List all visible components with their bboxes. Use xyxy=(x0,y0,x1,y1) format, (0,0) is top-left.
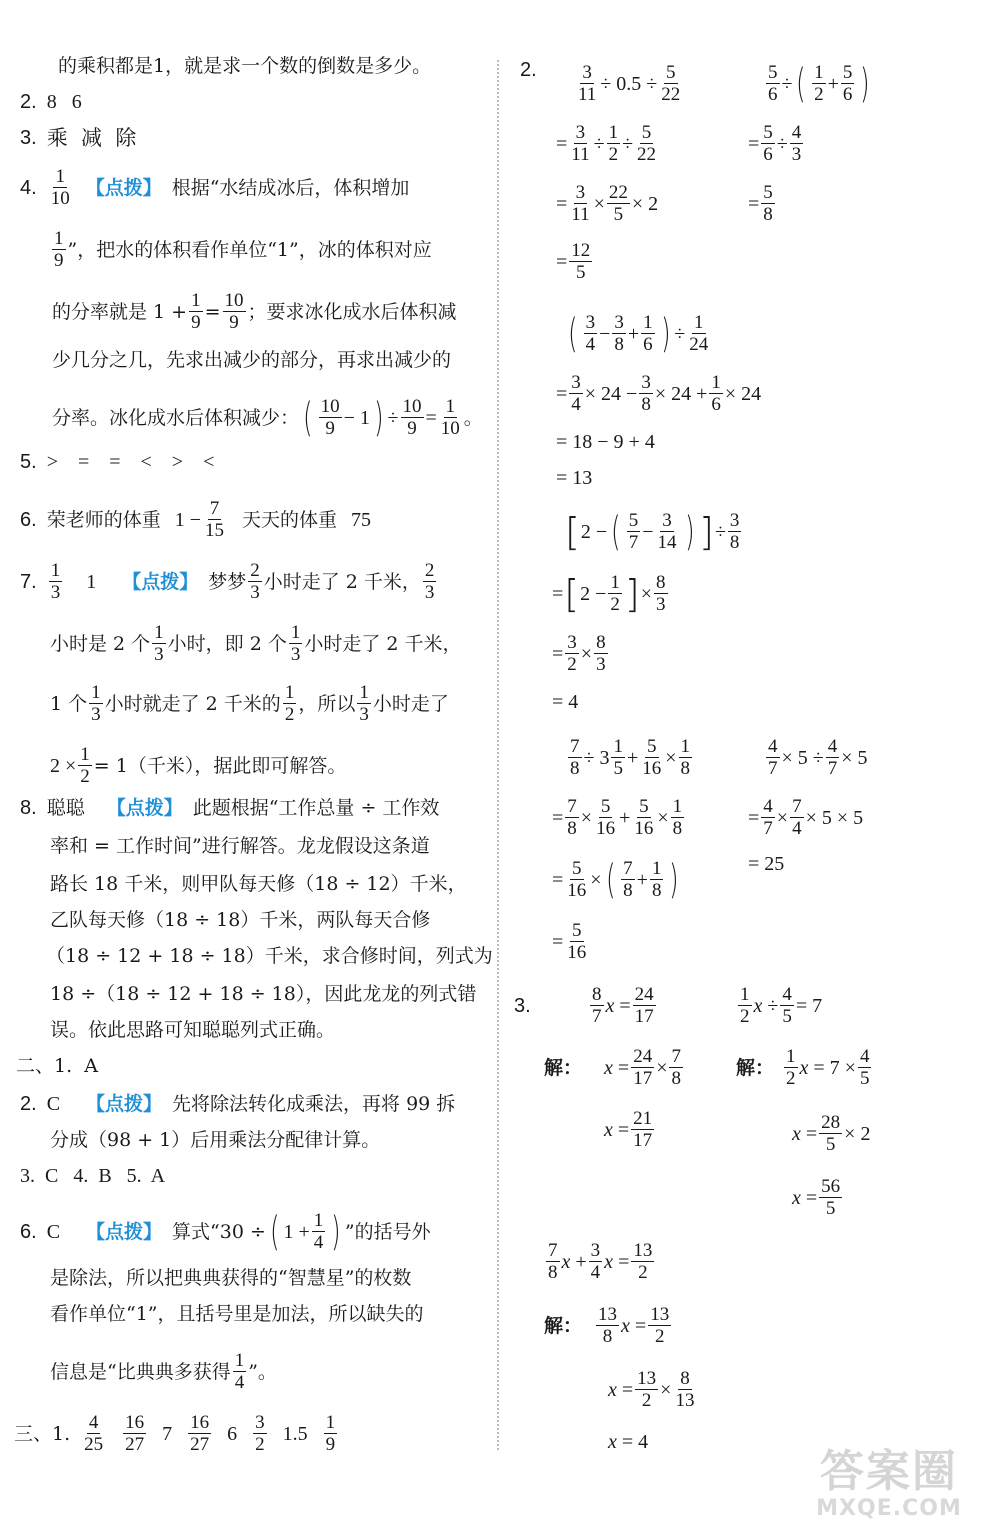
hint-tag: 【点拨】 xyxy=(122,570,199,593)
q7-line4: 2 × $\frac{1}{2}$ = 1（千米），据此即可解答。 xyxy=(50,744,347,787)
eq-b-3: x = $\frac{28}{5}$ × 2 xyxy=(792,1112,871,1155)
expr-c-1: ( $\frac{3}{4}$ − $\frac{3}{8}$ + $\frac{1}{6}$ ) ÷ $\frac{1}{24}$ xyxy=(568,310,709,357)
q8-line5: （18 ÷ 12 + 18 ÷ 18）千米，求合修时间，列式为 xyxy=(46,945,493,967)
eq-c-1: $\frac{7}{8}$ x + $\frac{3}{4}$ x = $\frac{13}{2}$ xyxy=(548,1240,653,1283)
expr-a-2: = $\frac{3}{11}$ ÷ $\frac{1}{2}$ ÷ $\frac{5}{22}$ xyxy=(556,122,657,165)
hint-tag: 【点拨】 xyxy=(85,176,162,199)
eq-c-4: x = 4 xyxy=(608,1431,649,1453)
expr-f-2: = $\frac{4}{7}$ × $\frac{7}{4}$ × 5 × 5 xyxy=(748,796,864,839)
expr-d-4: = 4 xyxy=(552,691,579,713)
eq-a-1: $\frac{8}{7}$ x = $\frac{24}{17}$ xyxy=(592,984,654,1027)
s2-q1: 二、1. A xyxy=(16,1055,98,1077)
expr-a-1: $\frac{3}{11}$ ÷ 0.5 ÷ $\frac{5}{22}$ xyxy=(578,62,681,105)
q8-line7: 误。依此思路可知聪聪列式正确。 xyxy=(50,1019,336,1041)
s2-q6-line4: 信息是“比典典多获得 $\frac{1}{4}$ ”。 xyxy=(50,1350,277,1393)
q8-line6: 18 ÷（18 ÷ 12 + 18 ÷ 18），因此龙龙的列式错 xyxy=(50,983,477,1005)
r-q3-num: 3. xyxy=(514,995,531,1017)
s3-q1: 三、1. $\frac{4}{25}$ $\frac{16}{27}$ 7 $\frac{16}{27}$ 6 $\frac{3}{2}$ 1.5 $\frac{1}{9}$ xyxy=(14,1412,336,1455)
expr-d-3: = $\frac{3}{2}$ × $\frac{8}{3}$ xyxy=(552,632,606,675)
eq-a-3: x = $\frac{21}{17}$ xyxy=(604,1108,653,1151)
expr-f-3: = 25 xyxy=(748,853,785,875)
q8-line4: 乙队每天修（18 ÷ 18）千米，两队每天合修 xyxy=(50,909,431,931)
r-q2-num: 2. xyxy=(520,59,537,81)
hint-tag: 【点拨】 xyxy=(86,1220,163,1243)
q6: 6. 荣老师的体重 1 − $\frac{7}{15}$ 天天的体重 75 xyxy=(20,498,371,541)
expr-d-1: [ 2 − ( $\frac{5}{7}$ − $\frac{3}{14}$ ) ] ÷ $\frac{3}{8}$ xyxy=(565,508,740,555)
q8: 8. 聪聪 【点拨】 此题根据“工作总量 ÷ 工作效 xyxy=(20,797,440,819)
q4-line4: 少几分之几，先求出减少的部分，再求出减少的 xyxy=(52,349,452,371)
eq-a-2: 解： x = $\frac{24}{17}$ × $\frac{7}{8}$ xyxy=(544,1046,681,1089)
s2-q2: 2. C 【点拨】 先将除法转化成乘法，再将 99 拆 xyxy=(20,1093,456,1115)
expr-c-2: = $\frac{3}{4}$ × 24 − $\frac{3}{8}$ × 24 + $\frac{1}{6}$ × 24 xyxy=(556,372,762,415)
q2: 2. 8 6 xyxy=(20,91,82,113)
s2-q2-line2: 分成（98 + 1）后用乘法分配律计算。 xyxy=(50,1129,381,1151)
column-divider xyxy=(497,60,499,1450)
line-1: 的乘积都是1，就是求一个数的倒数是多少。 xyxy=(58,55,432,77)
q7-line2: 小时是 2 个 $\frac{1}{3}$ 小时，即 2 个 $\frac{1}{3}$ 小时走了 2 千米， xyxy=(50,622,462,665)
expr-e-1: $\frac{7}{8}$ ÷ 3 $\frac{1}{5}$ + $\frac{5}{16}$ × $\frac{1}{8}$ xyxy=(570,736,691,779)
expr-e-4: = $\frac{5}{16}$ xyxy=(552,920,587,963)
hint-tag: 【点拨】 xyxy=(86,1093,163,1115)
expr-d-2: = [ 2 − $\frac{1}{2}$ ] × $\frac{8}{3}$ xyxy=(552,571,666,616)
expr-b-1: $\frac{5}{6}$ ÷ ( $\frac{1}{2}$ + $\frac{5}{6}$ ) xyxy=(768,60,870,107)
s2-q6-line3: 看作单位“1”，且括号里是加法，所以缺失的 xyxy=(50,1303,424,1325)
q8-line2: 率和 = 工作时间”进行解答。龙龙假设这条道 xyxy=(50,835,430,857)
eq-b-2: 解： $\frac{1}{2}$ x = 7 × $\frac{4}{5}$ xyxy=(736,1046,870,1089)
q3: 3. 乘 减 除 xyxy=(20,126,137,150)
eq-b-4: x = $\frac{56}{5}$ xyxy=(792,1176,841,1219)
expr-e-3: = $\frac{5}{16}$ × ( $\frac{7}{8}$ + $\frac{1}{8}$ ) xyxy=(552,856,679,903)
q7-line3: 1 个 $\frac{1}{3}$ 小时就走了 2 千米的 $\frac{1}{2}$ ，所以 $\frac{1}{3}$ 小时走了 xyxy=(50,682,449,725)
expr-b-3: = $\frac{5}{8}$ xyxy=(748,182,773,225)
q4-line5: 分率。冰化成水后体积减少： ( $\frac{10}{9}$ − 1 ) ÷ $\frac{10}{9}$ = $\frac{1}{10}$ 。 xyxy=(52,394,483,441)
q7: 7. $\frac{1}{3}$ 1 【点拨】 梦梦 $\frac{2}{3}$ 小时走了 2 千米， $\frac{2}{3}$ xyxy=(20,560,435,603)
s2-q6-line2: 是除法，所以把典典获得的“智慧星”的枚数 xyxy=(50,1267,412,1289)
q4-line3: 的分率就是 1 + $\frac{1}{9}$ = $\frac{10}{9}$ ；要求冰化成水后体积减 xyxy=(52,290,457,333)
eq-c-2: 解： $\frac{13}{8}$ x = $\frac{13}{2}$ xyxy=(544,1304,670,1347)
expr-a-4: = $\frac{12}{5}$ xyxy=(556,240,591,283)
expr-e-2: = $\frac{7}{8}$ × $\frac{5}{16}$ + $\frac{5}{16}$ × $\frac{1}{8}$ xyxy=(552,796,683,839)
eq-b-1: $\frac{1}{2}$ x ÷ $\frac{4}{5}$ = 7 xyxy=(740,984,823,1027)
q4: 4. $\frac{1}{10}$ 【点拨】 根据“水结成冰后，体积增加 xyxy=(20,166,410,209)
hint-tag: 【点拨】 xyxy=(106,797,183,819)
q8-line3: 路长 18 千米，则甲队每天修（18 ÷ 12）千米， xyxy=(50,873,467,895)
expr-a-3: = $\frac{3}{11}$ × $\frac{22}{5}$ × 2 xyxy=(556,182,659,225)
q5: 5. > = = < > < xyxy=(20,451,215,473)
expr-b-2: = $\frac{5}{6}$ ÷ $\frac{4}{3}$ xyxy=(748,122,802,165)
expr-f-1: $\frac{4}{7}$ × 5 ÷ $\frac{4}{7}$ × 5 xyxy=(768,736,868,779)
s2-q3-5: 3. C 4. B 5. A xyxy=(20,1165,166,1187)
expr-c-3: = 18 − 9 + 4 xyxy=(556,431,655,453)
s2-q6: 6. C 【点拨】 算式“30 ÷ ( 1 + $\frac{1}{4}$ ) ”的括号外 xyxy=(20,1208,431,1255)
watermark-logo: 答案圈 MXQE.COM xyxy=(816,1446,962,1521)
eq-c-3: x = $\frac{13}{2}$ × $\frac{8}{13}$ xyxy=(608,1368,695,1411)
q4-line2: $\frac{1}{9}$ ”，把水的体积看作单位“1”，冰的体积对应 xyxy=(54,228,432,271)
expr-c-4: = 13 xyxy=(556,467,593,489)
